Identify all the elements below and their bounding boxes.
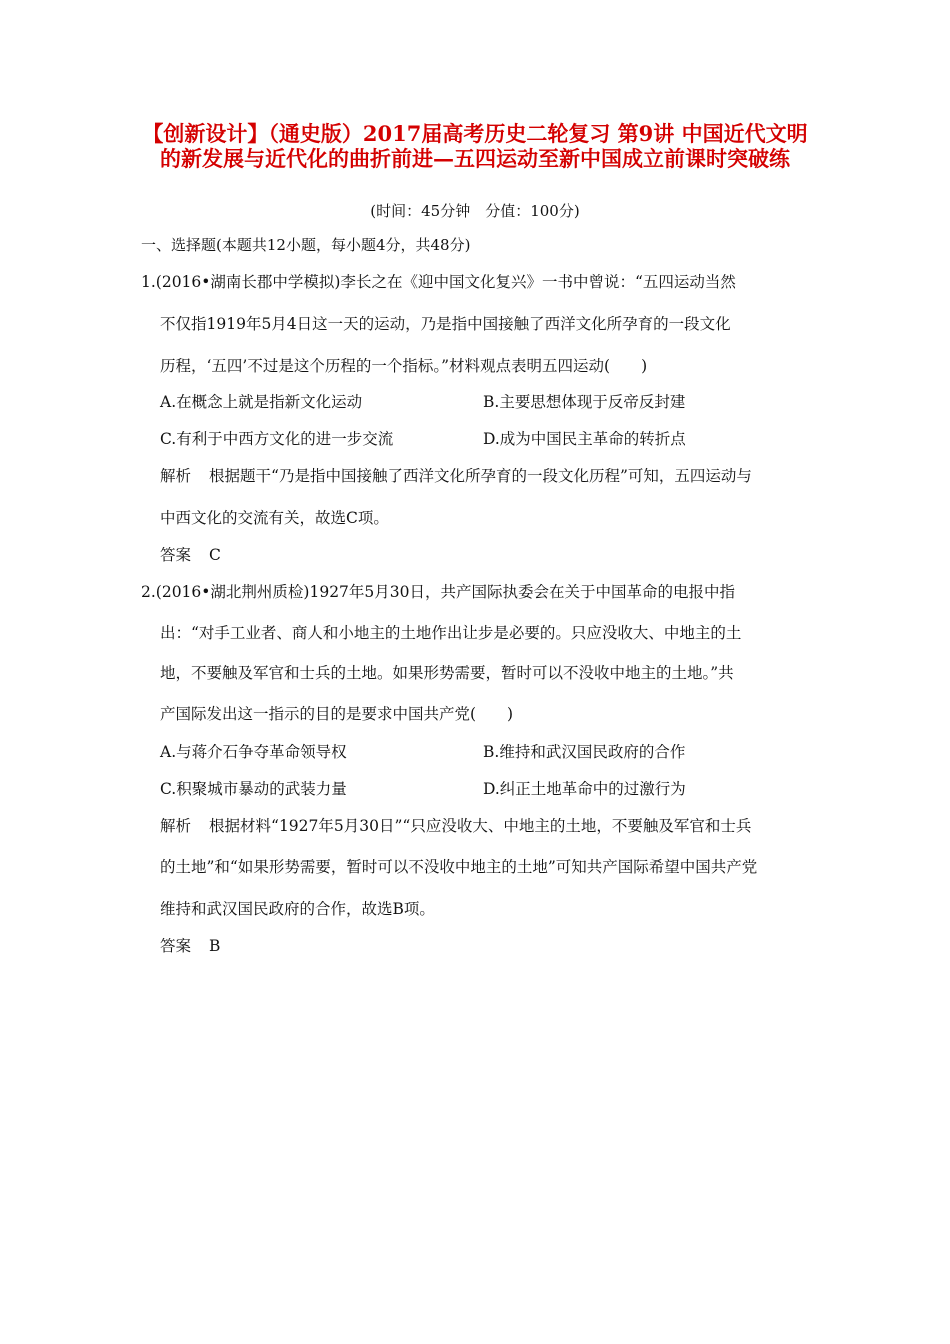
q2-option-c: C.积聚城市暴动的武装力量 — [160, 780, 347, 798]
q2-analysis-line — [160, 815, 751, 837]
q2-analysis-line: 维持和武汉国民政府的合作，故选B项。 — [160, 900, 435, 918]
q2-analysis-label: 解析 — [160, 817, 192, 835]
q2-stem-line: 产国际发出这一指示的目的是要求中国共产党( ) — [160, 705, 514, 723]
q1-stem-line: 1.(2016•湖南长郡中学模拟)李长之在《迎中国文化复兴》一书中曾说：“五四运动当然 — [141, 273, 736, 291]
q1-analysis-text: 根据题干“乃是指中国接触了西洋文化所孕育的一段文化历程”可知，五四运动与 — [209, 467, 752, 485]
q2-option-a: A.与蒋介石争夺革命领导权 — [160, 743, 347, 761]
q2-answer — [160, 935, 220, 957]
q1-option-d: D.成为中国民主革命的转折点 — [483, 430, 686, 448]
q2-answer-label: 答案 — [160, 937, 192, 955]
time-score-info: (时间：45分钟 分值：100分) — [370, 202, 580, 220]
q1-answer-value: C — [209, 546, 221, 564]
q2-stem-line: 地，不要触及军官和士兵的土地。如果形势需要，暂时可以不没收中地主的土地。”共 — [160, 664, 734, 682]
q1-analysis-label: 解析 — [160, 467, 192, 485]
q1-stem-line: 历程，‘五四’不过是这个历程的一个指标。”材料观点表明五四运动( ) — [160, 357, 648, 375]
q1-answer-label: 答案 — [160, 546, 192, 564]
section-heading: 一、选择题(本题共12小题，每小题4分，共48分) — [141, 236, 471, 254]
q1-option-c: C.有利于中西方文化的进一步交流 — [160, 430, 394, 448]
q1-analysis-line: 中西文化的交流有关，故选C项。 — [160, 509, 389, 527]
q1-option-a: A.在概念上就是指新文化运动 — [160, 393, 363, 411]
q2-stem-line: 出：“对手工业者、商人和小地主的土地作出让步是必要的。只应没收大、中地主的土 — [160, 624, 742, 642]
document-title: 【创新设计】（通史版）2017届高考历史二轮复习 第9讲 中国近代文明的新发展与近代化的曲折前进—五四运动至新中国成立前课时突破练 — [142, 121, 808, 171]
q2-analysis-line: 的土地”和“如果形势需要，暂时可以不没收中地主的土地”可知共产国际希望中国共产党 — [160, 858, 758, 876]
q2-option-d: D.纠正土地革命中的过激行为 — [483, 780, 686, 798]
q1-option-b: B.主要思想体现于反帝反封建 — [483, 393, 686, 411]
q2-stem-line: 2.(2016•湖北荆州质检)1927年5月30日，共产国际执委会在关于中国革命的电报中指 — [141, 583, 736, 601]
q2-answer-value: B — [209, 937, 221, 955]
q2-analysis-text: 根据材料“1927年5月30日”“只应没收大、中地主的土地，不要触及军官和士兵 — [209, 817, 752, 835]
q1-analysis-line — [160, 465, 752, 487]
q1-answer — [160, 544, 221, 566]
q1-stem-line: 不仅指1919年5月4日这一天的运动，乃是指中国接触了西洋文化所孕育的一段文化 — [160, 315, 731, 333]
q2-option-b: B.维持和武汉国民政府的合作 — [483, 743, 686, 761]
